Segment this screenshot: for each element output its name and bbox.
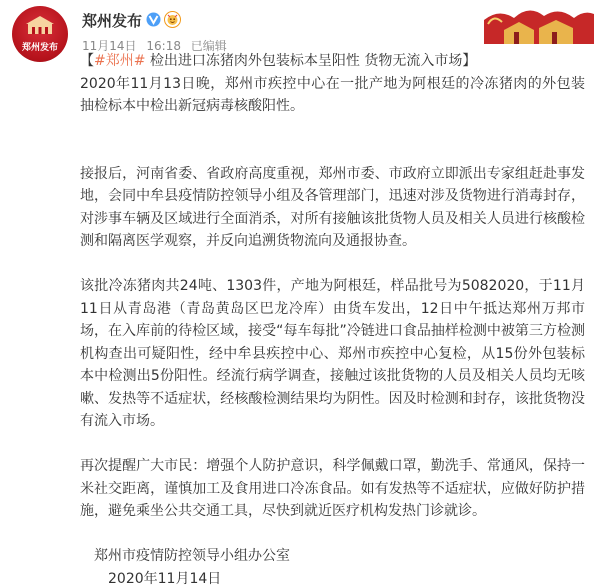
signature-date: 2020年11月14日 bbox=[108, 570, 222, 585]
paragraph-3: 该批冷冻猪肉共24吨、1303件，产地为阿根廷，样品批号为5082020，于11月11日从青岛港（青岛黄岛区巴龙冷库）由货车发出，12日中午抵达郑州万邦市场，在入库前的待检区域，接受“每车每批”冷链进口食品抽样检测中被第三方检测机构查出可疑阳性，经中牟县疾控中心、郑州市疾控中心复检，从15份外包装标本中检测出5份阳性。经流行病学调查，接触过该批货物的人员及相关人员均无咳嗽、发热等不适症状，经核酸检测结果均为阴性。因及时检测和封存，该批货物没有流入市场。 bbox=[80, 278, 585, 429]
verified-icon bbox=[146, 12, 161, 27]
vip-icon bbox=[164, 11, 181, 28]
paragraph-4: 再次提醒广大市民：增强个人防护意识，科学佩戴口罩，勤洗手、常通风，保持一米社交距离，谨慎加工及食用进口冷冻食品。如有发热等不适症状，应做好防护措施，避免乘坐公共交通工具，尽快到就近医疗机构发热门诊就诊。 bbox=[80, 458, 585, 519]
post-body bbox=[80, 50, 585, 585]
post-title bbox=[80, 50, 585, 73]
title-text: 检出进口冻猪肉外包装标本呈阳性 货物无流入市场】 bbox=[145, 53, 477, 69]
avatar-text: 郑州发布 bbox=[21, 43, 58, 53]
avatar-building-icon bbox=[26, 14, 54, 36]
post-date[interactable]: 11月14日 bbox=[82, 39, 137, 53]
post-time[interactable]: 16:18 bbox=[146, 39, 181, 53]
post-edited[interactable]: 已编辑 bbox=[190, 39, 227, 53]
signature: 郑州市疫情防控领导小组办公室 bbox=[94, 548, 290, 564]
account-name[interactable]: 郑州发布 bbox=[82, 12, 143, 30]
avatar[interactable] bbox=[12, 6, 68, 62]
decorative-banner-image bbox=[444, 0, 594, 44]
title-bracket: 【 bbox=[80, 53, 94, 69]
paragraph-1: 2020年11月13日晚，郑州市疾控中心在一批产地为阿根廷的冷冻猪肉的外包装抽检标本中检出新冠病毒核酸阳性。 bbox=[80, 75, 585, 114]
paragraph-2: 接报后，河南省委、省政府高度重视，郑州市委、市政府立即派出专家组赶赴事发地，会同中牟县疫情防控领导小组及各管理部门，迅速对涉及货物进行消毒封存，对涉事车辆及区域进行全面消杀，对所有接触该批货物人员及相关人员进行核酸检测和隔离医学观察，并反向追溯货物流向及通报协查。 bbox=[80, 165, 585, 249]
hashtag-link[interactable]: #郑州# bbox=[94, 53, 146, 69]
